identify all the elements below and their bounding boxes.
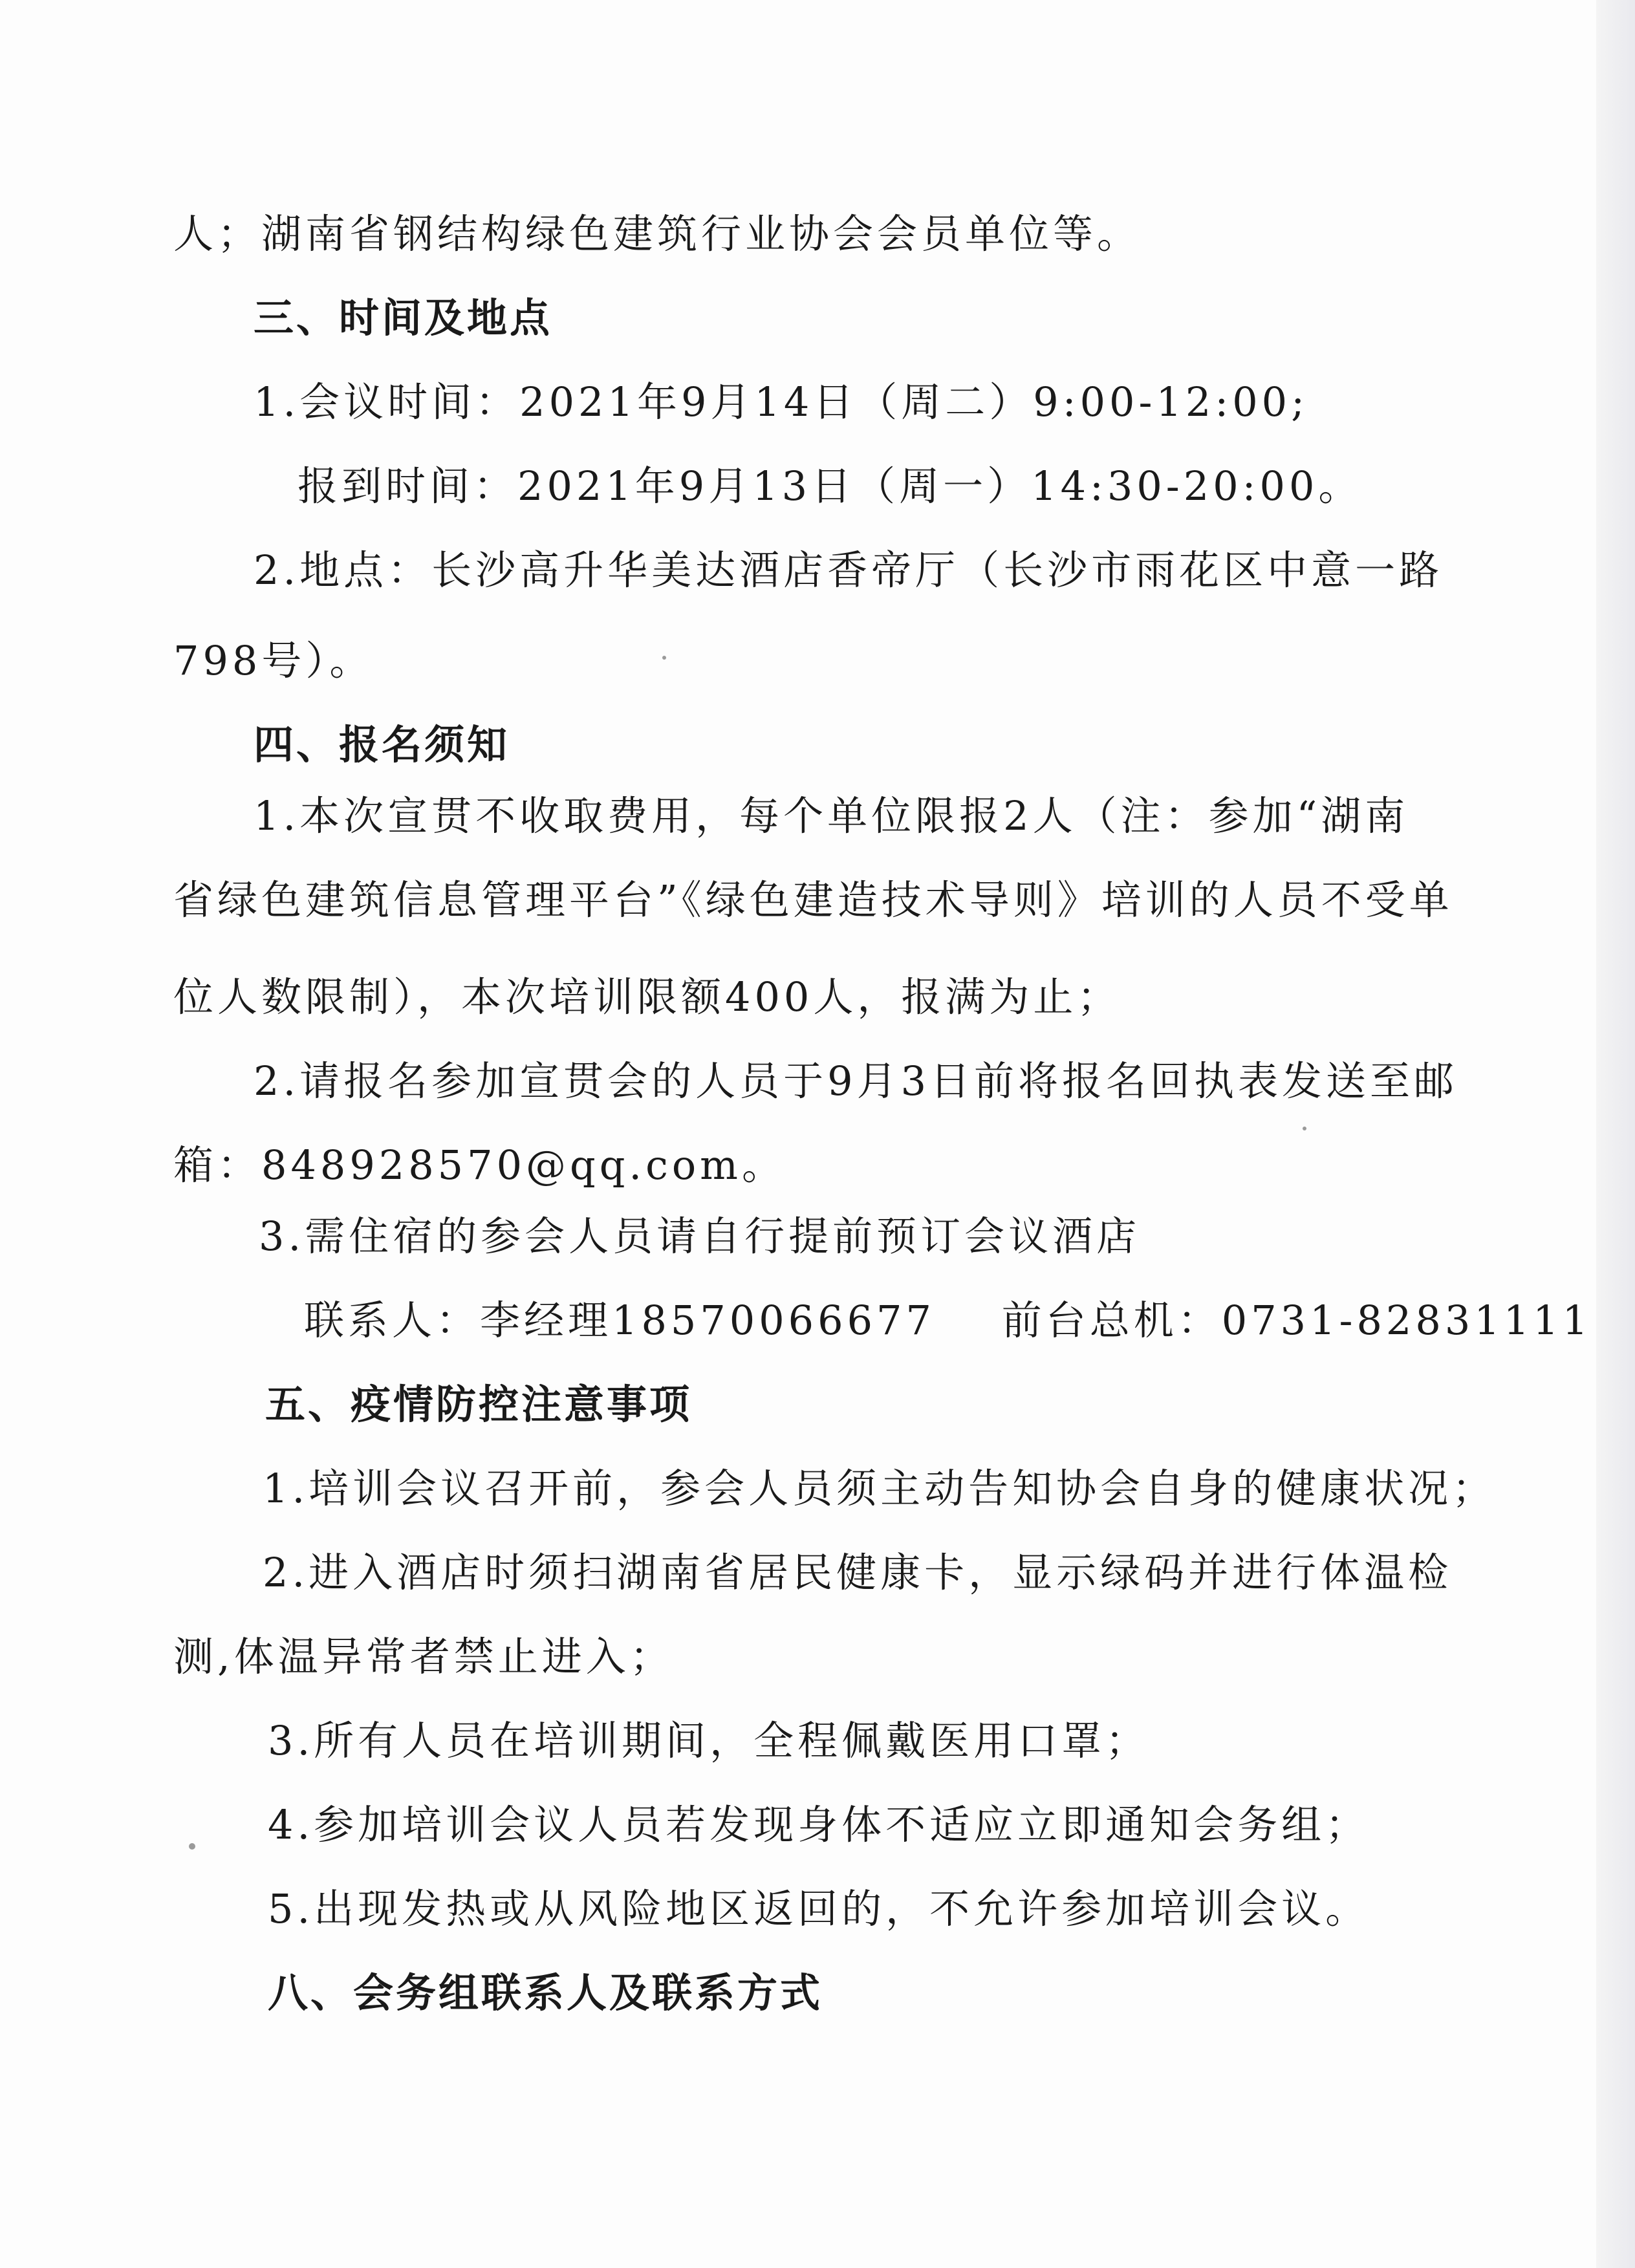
scan-speck bbox=[1303, 1127, 1306, 1130]
section-heading: 五、疫情防控注意事项 bbox=[265, 1381, 693, 1428]
scan-speck bbox=[662, 656, 666, 660]
section-heading: 三、时间及地点 bbox=[254, 294, 553, 341]
body-line: 3.所有人员在培训期间，全程佩戴医用口罩； bbox=[268, 1717, 1150, 1764]
body-line: 省绿色建筑信息管理平台”《绿色建造技术导则》培训的人员不受单 bbox=[173, 876, 1453, 923]
body-line: 4.参加培训会议人员若发现身体不适应立即通知会务组； bbox=[268, 1801, 1370, 1848]
body-line: 5.出现发热或从风险地区返回的，不允许参加培训会议。 bbox=[268, 1885, 1370, 1932]
body-line: 1.本次宣贯不收取费用，每个单位限报2人（注：参加“湖南 bbox=[254, 792, 1409, 839]
body-line: 3.需住宿的参会人员请自行提前预订会议酒店 bbox=[259, 1213, 1141, 1260]
body-line: 测,体温异常者禁止进入； bbox=[173, 1633, 674, 1680]
body-line: 1.会议时间：2021年9月14日（周二）9:00-12:00; bbox=[254, 378, 1309, 426]
body-line: 2.请报名参加宣贯会的人员于9月3日前将报名回执表发送至邮 bbox=[254, 1057, 1458, 1105]
body-line: 位人数限制），本次培训限额400人，报满为止； bbox=[173, 973, 1121, 1021]
scan-edge-shadow bbox=[1596, 0, 1635, 2268]
body-line: 2.地点：长沙高升华美达酒店香帝厅（长沙市雨花区中意一路 bbox=[254, 546, 1444, 594]
body-line: 2.进入酒店时须扫湖南省居民健康卡，显示绿码并进行体温检 bbox=[263, 1549, 1453, 1596]
section-heading: 八、会务组联系人及联系方式 bbox=[268, 1969, 823, 2016]
body-line: 人；湖南省钢结构绿色建筑行业协会会员单位等。 bbox=[173, 210, 1142, 257]
contact-line: 联系人：李经理18570066677 前台总机：0731-82831111 bbox=[304, 1297, 1592, 1344]
scan-speck bbox=[189, 1843, 195, 1850]
email-line: 箱：848928570@qq.com。 bbox=[173, 1141, 786, 1189]
section-heading: 四、报名须知 bbox=[254, 721, 510, 768]
body-line: 798号）。 bbox=[173, 637, 374, 684]
body-line: 1.培训会议召开前，参会人员须主动告知协会自身的健康状况； bbox=[263, 1465, 1497, 1512]
body-line: 报到时间：2021年9月13日（周一）14:30-20:00。 bbox=[298, 462, 1363, 510]
